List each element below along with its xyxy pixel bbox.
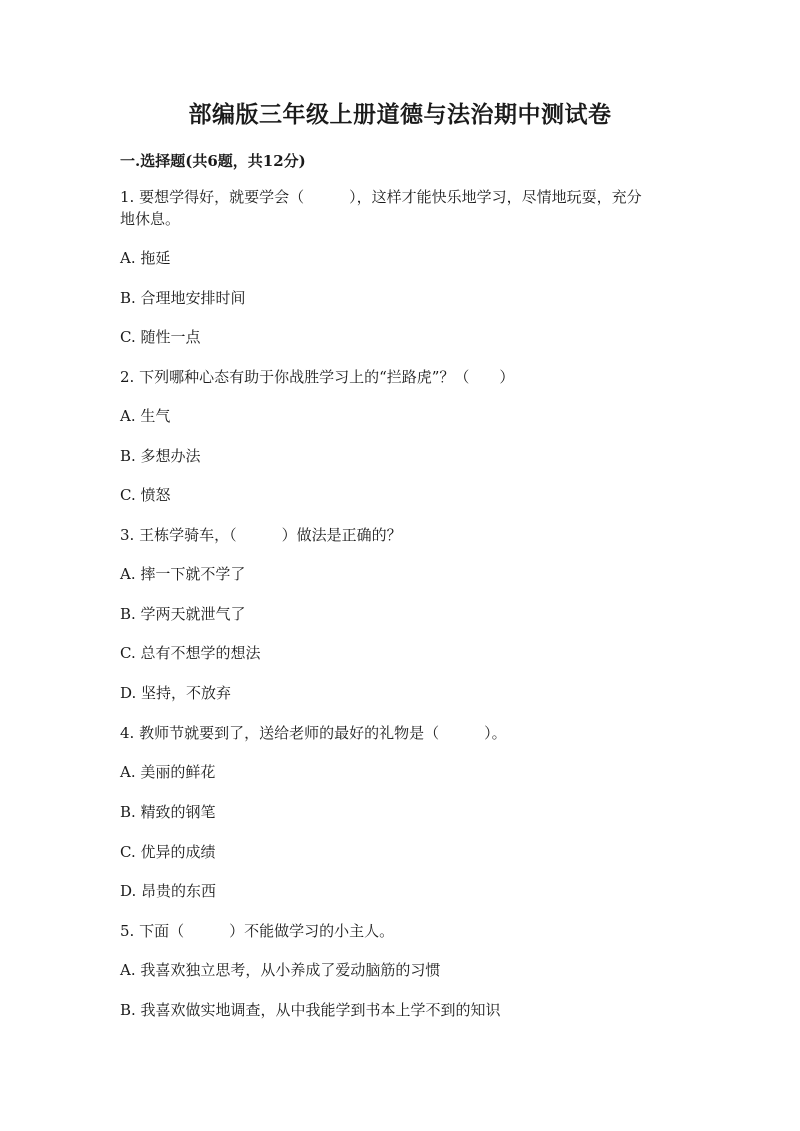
- question-2-stem: 2. 下列哪种心态有助于你战胜学习上的“拦路虎”？（ ）: [120, 368, 515, 386]
- question-1-stem-line-1: 1. 要想学得好，就要学会（ ），这样才能快乐地学习，尽情地玩耍，充分: [120, 188, 642, 206]
- question-4-option-c: C. 优异的成绩: [120, 843, 216, 861]
- question-2-option-b: B. 多想办法: [120, 447, 201, 465]
- question-1-option-a: A. 拖延: [120, 249, 171, 267]
- page-title: 部编版三年级上册道德与法治期中测试卷: [188, 101, 612, 128]
- question-4-option-a: A. 美丽的鲜花: [120, 763, 216, 781]
- question-3-option-a: A. 摔一下就不学了: [120, 565, 246, 583]
- question-3-option-b: B. 学两天就泄气了: [120, 605, 246, 623]
- question-4-option-d: D. 昂贵的东西: [120, 882, 217, 900]
- question-3-option-c: C. 总有不想学的想法: [120, 644, 261, 662]
- question-5-option-b: B. 我喜欢做实地调查，从中我能学到书本上学不到的知识: [120, 1001, 501, 1019]
- question-4-option-b: B. 精致的钢笔: [120, 803, 216, 821]
- question-5-stem: 5. 下面（ ）不能做学习的小主人。: [120, 922, 395, 940]
- question-1-stem-line-2: 地休息。: [120, 210, 181, 228]
- question-1-option-b: B. 合理地安排时间: [120, 289, 246, 307]
- question-4-stem: 4. 教师节就要到了，送给老师的最好的礼物是（ ）。: [120, 724, 507, 742]
- question-5-option-a: A. 我喜欢独立思考，从小养成了爱动脑筋的习惯: [120, 961, 441, 979]
- question-3-option-d: D. 坚持，不放弃: [120, 684, 232, 702]
- question-2-option-c: C. 愤怒: [120, 486, 171, 504]
- question-1-option-c: C. 随性一点: [120, 328, 201, 346]
- section-heading: 一.选择题(共6题，共12分): [120, 152, 306, 170]
- question-3-stem: 3. 王栋学骑车，（ ）做法是正确的？: [120, 526, 402, 544]
- question-2-option-a: A. 生气: [120, 407, 171, 425]
